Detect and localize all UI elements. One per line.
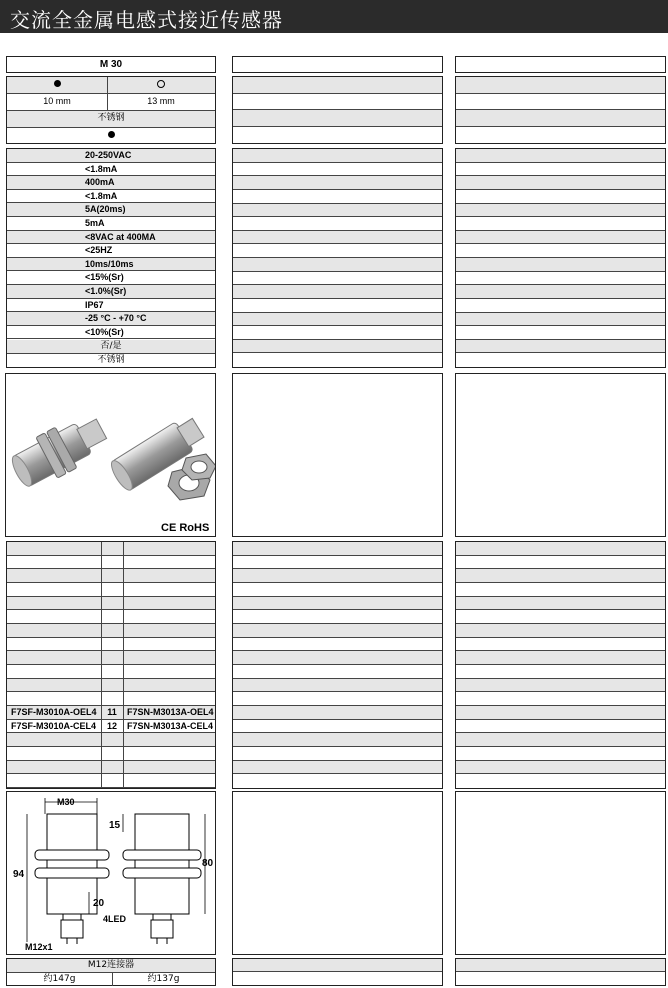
empty-row xyxy=(233,176,442,190)
empty-row xyxy=(456,733,665,747)
empty-row xyxy=(456,542,665,556)
model-row xyxy=(7,665,215,679)
empty-row xyxy=(456,190,665,204)
model-row xyxy=(7,761,215,775)
length-top-dim: 15 xyxy=(109,820,121,831)
model-nonflush: F7SN-M3013A-OEL4 xyxy=(127,707,214,717)
spec-table xyxy=(6,148,216,368)
empty-row xyxy=(456,972,665,985)
model-row xyxy=(7,774,215,788)
spec-value: IP67 xyxy=(85,299,104,310)
spec-row xyxy=(7,231,215,245)
empty-row xyxy=(456,244,665,258)
empty-row xyxy=(456,583,665,597)
model-number: 12 xyxy=(106,720,117,731)
empty-row xyxy=(456,149,665,163)
empty-row xyxy=(456,110,665,127)
empty-row xyxy=(456,204,665,218)
empty-row xyxy=(233,313,442,327)
model-row xyxy=(7,679,215,693)
model-row xyxy=(7,638,215,652)
model-row xyxy=(7,610,215,624)
empty-row xyxy=(233,149,442,163)
empty-row xyxy=(456,127,665,144)
dimension-drawing xyxy=(6,791,216,955)
weight-a: 约147g xyxy=(43,974,76,984)
spec-row xyxy=(7,271,215,285)
empty-drawing xyxy=(455,791,666,955)
model-flush: F7SF-M3010A-OEL4 xyxy=(11,707,97,717)
empty-spec-table xyxy=(455,148,666,368)
spec-value: 5mA xyxy=(85,218,105,228)
weight-row xyxy=(7,973,215,986)
spec-value: 5A(20ms) xyxy=(85,204,126,215)
mounting-row xyxy=(7,77,215,94)
spec-row xyxy=(7,149,215,163)
model-row xyxy=(7,720,215,734)
model-number: 11 xyxy=(107,707,117,717)
spec-row xyxy=(7,190,215,204)
model-row xyxy=(7,597,215,611)
spec-value: <8VAC at 400MA xyxy=(85,231,156,242)
empty-row xyxy=(456,231,665,245)
model-row xyxy=(7,556,215,570)
models-table xyxy=(6,541,216,789)
empty-row xyxy=(233,542,442,556)
weight-b: 约137g xyxy=(147,974,180,984)
empty-row xyxy=(233,110,442,127)
connection: M12连接器 xyxy=(87,960,135,970)
empty-row xyxy=(233,258,442,272)
spec-value: <1.8mA xyxy=(85,163,118,174)
sensor-photo-svg xyxy=(6,374,215,536)
sensor-flush-image xyxy=(6,408,112,494)
empty-row xyxy=(456,77,665,94)
empty-row xyxy=(456,299,665,313)
spec-value: <10%(Sr) xyxy=(85,326,124,337)
short-circuit-row xyxy=(7,340,215,354)
empty-row xyxy=(233,204,442,218)
spec-row xyxy=(7,176,215,190)
empty-row xyxy=(456,651,665,665)
empty-row xyxy=(456,610,665,624)
empty-row xyxy=(456,959,665,972)
model-row xyxy=(7,747,215,761)
spec-value: <1.8mA xyxy=(85,190,118,201)
housing-row xyxy=(7,354,215,368)
spec-row xyxy=(7,285,215,299)
empty-header xyxy=(232,56,443,73)
model-row xyxy=(7,583,215,597)
empty-row xyxy=(456,720,665,734)
short-circuit: 否/是 xyxy=(100,341,122,351)
empty-row xyxy=(233,733,442,747)
empty-row xyxy=(456,258,665,272)
empty-row xyxy=(456,340,665,354)
empty-row xyxy=(233,679,442,693)
empty-row xyxy=(233,583,442,597)
spec-value: 20-250VAC xyxy=(85,150,132,160)
size-label: M 30 xyxy=(99,59,123,70)
empty-row xyxy=(456,163,665,177)
length-total-dim: 94 xyxy=(13,869,25,880)
model-row xyxy=(7,651,215,665)
empty-row xyxy=(233,569,442,583)
empty-row xyxy=(456,679,665,693)
length-body-dim: 80 xyxy=(202,858,214,869)
empty-row xyxy=(456,313,665,327)
thread-dim: M30 xyxy=(57,797,75,807)
distance-flush: 10 mm xyxy=(43,96,71,106)
model-row xyxy=(7,706,215,720)
empty-row xyxy=(233,353,442,367)
target-symbol-cell xyxy=(7,128,215,144)
empty-row xyxy=(456,638,665,652)
empty-row xyxy=(456,706,665,720)
empty-models-table xyxy=(455,541,666,789)
target-symbol-row xyxy=(7,128,215,144)
model-row xyxy=(7,542,215,556)
empty-row xyxy=(233,217,442,231)
distance-nonflush: 13 mm xyxy=(147,96,175,106)
empty-row xyxy=(456,692,665,706)
spec-value: <1.0%(Sr) xyxy=(85,286,127,296)
empty-row xyxy=(233,127,442,144)
empty-row xyxy=(233,272,442,286)
target-material: 不锈钢 xyxy=(97,113,125,123)
footer-table xyxy=(6,958,216,986)
spec-value: 400mA xyxy=(85,177,115,188)
empty-row xyxy=(233,231,442,245)
spec-row xyxy=(7,163,215,177)
empty-row xyxy=(233,638,442,652)
size-header xyxy=(6,56,216,73)
spec-value: 10ms/10ms xyxy=(85,258,134,269)
empty-row xyxy=(233,610,442,624)
spec-row xyxy=(7,326,215,340)
empty-row xyxy=(456,326,665,340)
model-row xyxy=(7,624,215,638)
spec-value: <25HZ xyxy=(85,245,113,256)
empty-row xyxy=(233,624,442,638)
distance-row xyxy=(7,94,215,111)
flush-dot-icon xyxy=(54,80,61,87)
empty-mounting-block xyxy=(232,76,443,144)
length-bottom-dim: 20 xyxy=(93,898,105,909)
spec-value: -25 °C - +70 °C xyxy=(85,313,147,324)
empty-row xyxy=(456,665,665,679)
empty-photo xyxy=(455,373,666,537)
empty-row xyxy=(233,244,442,258)
product-photo xyxy=(5,373,216,537)
model-nonflush: F7SN-M3013A-CEL4 xyxy=(127,720,214,731)
empty-row xyxy=(233,77,442,94)
empty-row xyxy=(233,326,442,340)
empty-row xyxy=(233,665,442,679)
drawing-svg xyxy=(7,792,215,954)
empty-row xyxy=(233,556,442,570)
empty-row xyxy=(233,761,442,775)
spec-row xyxy=(7,312,215,326)
empty-row xyxy=(456,747,665,761)
empty-spec-table xyxy=(232,148,443,368)
model-row xyxy=(7,733,215,747)
empty-footer xyxy=(232,958,443,986)
empty-photo xyxy=(232,373,443,537)
empty-row xyxy=(233,597,442,611)
model-flush: F7SF-M3010A-CEL4 xyxy=(11,720,97,731)
target-dot-icon xyxy=(108,131,115,138)
empty-row xyxy=(233,972,442,985)
empty-row xyxy=(456,569,665,583)
spec-row xyxy=(7,217,215,231)
empty-row xyxy=(233,706,442,720)
spec-row xyxy=(7,258,215,272)
connector-thread-dim: M12x1 xyxy=(25,942,53,952)
empty-row xyxy=(456,761,665,775)
empty-mounting-block xyxy=(455,76,666,144)
empty-row xyxy=(233,720,442,734)
spec-row xyxy=(7,244,215,258)
empty-drawing xyxy=(232,791,443,955)
flush-cell xyxy=(7,77,107,93)
connection-row xyxy=(7,959,215,973)
empty-row xyxy=(456,217,665,231)
empty-footer xyxy=(455,958,666,986)
empty-row xyxy=(233,299,442,313)
empty-row xyxy=(233,340,442,354)
empty-row xyxy=(233,190,442,204)
empty-row xyxy=(233,94,442,111)
empty-header xyxy=(455,56,666,73)
mounting-block xyxy=(6,76,216,144)
spec-value: <15%(Sr) xyxy=(85,272,124,283)
nonflush-ring-icon xyxy=(157,80,165,88)
empty-row xyxy=(456,774,665,788)
target-material-row xyxy=(7,111,215,128)
page-title: 交流全金属电感式接近传感器 xyxy=(10,8,283,32)
empty-row xyxy=(233,651,442,665)
empty-row xyxy=(456,94,665,111)
empty-row xyxy=(233,163,442,177)
housing: 不锈钢 xyxy=(97,355,125,365)
nonflush-cell xyxy=(107,77,215,93)
empty-row xyxy=(456,353,665,367)
spec-row xyxy=(7,203,215,217)
empty-row xyxy=(456,597,665,611)
empty-row xyxy=(456,556,665,570)
empty-row xyxy=(233,692,442,706)
spec-row xyxy=(7,299,215,313)
led-label: 4LED xyxy=(103,914,127,924)
model-row xyxy=(7,692,215,706)
empty-row xyxy=(456,272,665,286)
empty-models-table xyxy=(232,541,443,789)
empty-row xyxy=(456,624,665,638)
title-bar xyxy=(0,0,668,33)
empty-row xyxy=(233,774,442,788)
empty-row xyxy=(233,747,442,761)
empty-row xyxy=(456,176,665,190)
empty-row xyxy=(233,959,442,972)
ce-rohs-mark: CE RoHS xyxy=(161,522,210,534)
empty-row xyxy=(456,285,665,299)
empty-row xyxy=(233,285,442,299)
model-row xyxy=(7,569,215,583)
